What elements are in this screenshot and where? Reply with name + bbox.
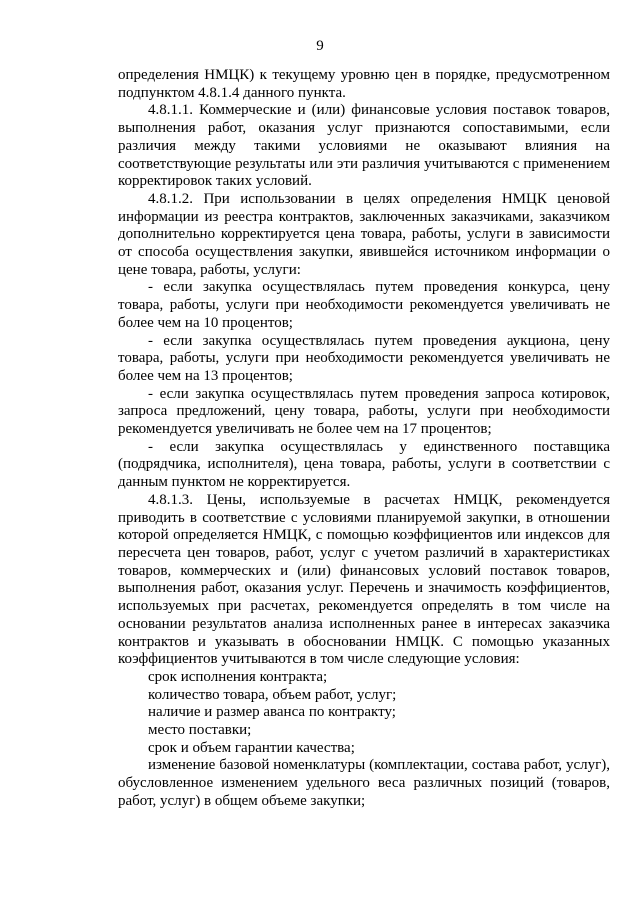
page-number: 9 xyxy=(316,38,324,54)
condition-item: количество товара, объем работ, услуг; xyxy=(148,686,397,703)
list-item-zapros-kotirovok: - если закупка осуществлялась путем проведения запроса котировок, запроса предложений, цену товара, работы, услуги при необходимости рекомендуется увеличивать не более чем на 17 процентов; xyxy=(118,385,610,438)
paragraph-4-8-1-2: 4.8.1.2. При использовании в целях определения НМЦК ценовой информации из реестра контрактов, заключенных заказчиками, заказчиком дополнительно корректируется цена товара, работы, услуги в зависимости от способа осуществления закупки, явившейся источником информации о цене товара, работы, услуги: xyxy=(118,190,610,278)
paragraph-continuation: определения НМЦК) к текущему уровню цен в порядке, предусмотренном подпунктом 4.8.1.4 данного пункта. xyxy=(118,67,610,101)
paragraph-4-8-1-1: 4.8.1.1. Коммерческие и (или) финансовые условия поставок товаров, выполнения работ, оказания услуг признаются сопоставимыми, если различия между такими условиями не оказывают влияния на соответствующие результаты или эти различия учитываются с применением корректировок таких условий. xyxy=(118,102,610,190)
condition-item: срок и объем гарантии качества; xyxy=(148,739,355,756)
condition-item: наличие и размер аванса по контракту; xyxy=(148,704,396,721)
condition-item: срок исполнения контракта; xyxy=(148,668,328,685)
list-item-konkurs: - если закупка осуществлялась путем проведения конкурса, цену товара, работы, услуги при необходимости рекомендуется увеличивать не более чем на 10 процентов; xyxy=(118,279,610,331)
list-item-auktsion: - если закупка осуществлялась путем проведения аукциона, цену товара, работы, услуги при необходимости рекомендуется увеличивать не более чем на 13 процентов; xyxy=(118,332,610,384)
condition-item: изменение базовой номенклатуры (комплектации, состава работ, услуг), обусловленное изменением удельного веса различных позиций (товаров, работ, услуг) в общем объеме закупки; xyxy=(118,757,610,809)
document-body xyxy=(118,67,610,811)
condition-item: место поставки; xyxy=(148,722,252,739)
paragraph-4-8-1-3: 4.8.1.3. Цены, используемые в расчетах НМЦК, рекомендуется приводить в соответствие с условиями планируемой закупки, в отношении которой определяется НМЦК, с помощью коэффициентов или индексов для пересчета цен товаров, работ, услуг с учетом различий в характеристиках товаров, коммерческих и (или) финансовых условий поставок товаров, выполнения работ, оказания услуг. Перечень и значимость коэффициентов, используемых при расчетах, рекомендуется определять в том числе на основании результатов анализа исполненных ранее в интересах заказчика контрактов и указывать в обосновании НМЦК. С помощью указанных коэффициентов учитываются в том числе следующие условия: xyxy=(118,491,610,668)
list-item-edinstvennyi-postavshchik: - если закупка осуществлялась у единственного поставщика (подрядчика, исполнителя), цена товара, работы, услуги в соответствии с данным пунктом не корректируется. xyxy=(118,438,610,491)
